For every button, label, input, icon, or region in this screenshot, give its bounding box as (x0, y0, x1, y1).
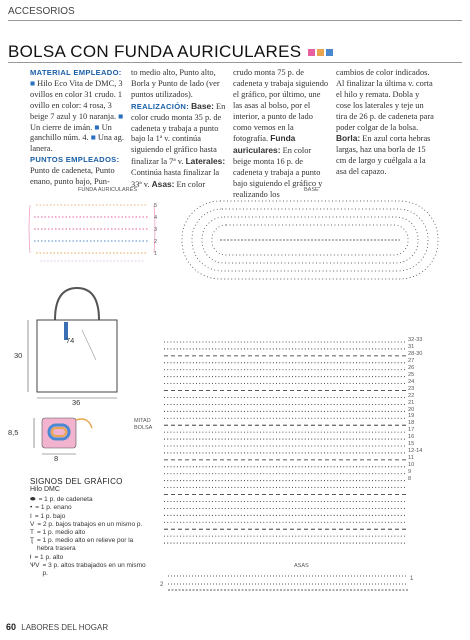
legend-item: = 1 p. medio alto (36, 529, 86, 537)
bolsa-row-label: 12-14 (408, 448, 423, 455)
square-icon (308, 49, 315, 56)
bullet-icon: ■ (90, 133, 96, 143)
material-heading: MATERIAL EMPLEADO: (30, 68, 122, 77)
legend-item: = 2 p. bajos trabajos en un mismo p. (37, 520, 143, 528)
legend-item: = 1 p. de cadeneta (38, 496, 93, 504)
legend-title: SIGNOS DEL GRÁFICO (30, 477, 123, 486)
header-rule (8, 20, 462, 21)
col3-intro: crudo monta 75 p. de cadeneta y trabaja siguiendo el gráfico, por último, une las asas al bolso, por el interior, a punto de lado como vemos en la fotografía. (233, 68, 329, 144)
square-icon (326, 49, 333, 56)
bolsa-row-label: 11 (408, 455, 414, 462)
asas-heading: Asas: (151, 179, 175, 190)
material-extra-2: Un ganchillo núm. 4. (30, 122, 112, 143)
case-width-label: 8 (54, 454, 59, 463)
material-extra-3: Una ag. lanera. (30, 133, 124, 154)
material-body: Hilo Eco Vita de DMC, 3 ovillos en color 31 crudo. 1 ovillo en color: 4 rosa, 3 beige 7 azul y 10 naranja. (30, 78, 123, 121)
bolsa-row-label: 31 (408, 343, 415, 350)
bolsa-row-label: 16 (408, 434, 415, 441)
funda-chart-label: FUNDA AURICULARES (78, 187, 137, 193)
symbol-relief-stitch-icon: Ʈ (30, 537, 34, 545)
legend-item: = 1 p. medio alto en relieve por la hebra trasera (36, 537, 134, 553)
material-extra-1: Un cierre de imán. (30, 122, 93, 132)
puntos-body: Punto de cadeneta, Punto enano, punto bajo, Pun- (30, 166, 115, 187)
bolsa-row-label: 20 (408, 406, 415, 413)
bullet-icon: ■ (30, 78, 36, 88)
case-body (42, 418, 76, 448)
bolsa-row-label: 17 (408, 427, 415, 434)
bullet-icon: ■ (94, 122, 100, 132)
funda-row-label: 5 (154, 203, 158, 209)
bolsa-row-label: 18 (408, 420, 415, 427)
bolsa-row-label: 24 (408, 378, 415, 385)
bolsa-row-label: 8 (408, 476, 412, 483)
asas-body: En color (176, 180, 206, 190)
page-title (8, 42, 333, 62)
bolsa-row-label: 28-30 (408, 350, 423, 357)
symbol-increase-icon: V (30, 520, 35, 528)
bag-width-label: 36 (72, 398, 81, 407)
text-column-2 (131, 68, 228, 191)
case-illustration (22, 412, 102, 462)
legend-item: = 1 p. alto (34, 553, 64, 561)
bolsa-row-label: 10 (408, 462, 415, 469)
page-footer (6, 622, 108, 632)
asas-chart-label: ASAS (294, 563, 309, 569)
magazine-name: LABORES DEL HOGAR (21, 623, 109, 632)
realizacion-heading: REALIZACIÓN: (131, 101, 190, 111)
bolsa-row-label: 21 (408, 399, 415, 406)
funda-row-label: 4 (154, 215, 158, 221)
bag-body (37, 320, 117, 392)
laterales-heading: Laterales: (185, 156, 226, 167)
laterales-body: Continúa hasta finalizar la 33ª v. (131, 168, 220, 190)
symbol-single-crochet-icon: I (30, 512, 32, 520)
borla-body: En azul corta hebras largas, haz una borla de 15 cm de largo y cuélgala a la asa del capazo. (336, 134, 431, 177)
bolsa-row-label: 26 (408, 364, 415, 371)
page-title-text: BOLSA CON FUNDA AURICULARES (8, 42, 302, 61)
asas-row-label: 2 (160, 582, 164, 588)
symbol-slipstitch-icon: • (30, 504, 33, 512)
bolsa-row-label: 9 (408, 469, 412, 476)
mitad-bolsa-chart (160, 338, 425, 556)
funda-body: En color beige monta 16 p. de cadeneta y trabaja a punto bajo siguiendo el gráfico y realizando los (233, 146, 323, 199)
bolsa-row-label: 27 (408, 357, 415, 364)
bag-illustration (20, 282, 130, 412)
text-column-3 (233, 68, 330, 201)
legend-signos (30, 477, 150, 578)
case-height-label: 8,5 (8, 428, 19, 437)
legend-item: = 1 p. bajo (34, 512, 66, 520)
puntos-heading: PUNTOS EMPLEADOS: (30, 155, 120, 165)
bolsa-row-label: 19 (408, 413, 415, 420)
funda-row-label: 2 (154, 239, 158, 245)
title-color-squares (306, 42, 333, 61)
funda-stitch-rows (29, 203, 158, 261)
symbol-half-double-icon: T (30, 529, 34, 537)
square-icon (317, 49, 324, 56)
handle-length-label: 74 (66, 336, 75, 345)
col4-intro: cambios de color indicados. Al finalizar la última v. corta el hilo y remata. Dobla y cose los laterales y teje un tira de 26 p. de cadeneta para poder colgar de la bolsa. (336, 68, 434, 132)
base-chart-label: BASE (304, 187, 319, 193)
text-column-4 (336, 68, 436, 178)
bolsa-row-label: 22 (408, 392, 415, 399)
bullet-icon: ■ (118, 111, 124, 121)
symbol-fan-icon: ѰV (30, 561, 40, 569)
case-strap (76, 419, 92, 428)
bag-height-label: 30 (14, 351, 23, 360)
bolsa-row-label: 32-33 (408, 337, 423, 343)
funda-row-label: 1 (154, 251, 158, 257)
bag-handle (55, 288, 99, 320)
page-number: 60 (6, 622, 17, 632)
legend-item: = 3 p. altos trabajados en un mismo p. (42, 561, 146, 578)
legend-subtitle: Hilo DMC (30, 486, 60, 493)
text-column-1 (30, 68, 125, 188)
asas-chart (160, 570, 415, 594)
base-heading: Base: (191, 100, 214, 111)
funda-row-label: 3 (154, 227, 158, 233)
bolsa-row-label: 25 (408, 371, 415, 378)
funda-chart (28, 195, 168, 275)
bolsa-row-label: 23 (408, 385, 415, 392)
base-chart (176, 195, 446, 285)
legend-item: = 1 p. enano (35, 504, 72, 512)
funda-heading: Funda auriculares: (233, 133, 296, 156)
mitad-bolsa-label: MITAD BOLSA (134, 418, 153, 431)
symbol-chain-icon: ⬬ (30, 496, 36, 504)
borla-heading: Borla: (336, 133, 361, 144)
asas-row-label: 1 (410, 576, 414, 582)
title-rule (8, 62, 462, 63)
section-header: ACCESORIOS (8, 6, 75, 17)
base-body: En color crudo monta 35 p. de cadeneta y trabaja a punto bajo la 1ª v. continúa siguiendo el gráfico hasta finalizar la 7ª v. (131, 101, 226, 167)
bolsa-row-numbers (408, 337, 432, 483)
col2-intro: to medio alto, Punto alto, Borla y Punto de lado (ver puntos utilizados). (131, 68, 220, 99)
bolsa-row-label: 15 (408, 441, 415, 448)
symbol-double-crochet-icon: ƚ (30, 553, 32, 561)
